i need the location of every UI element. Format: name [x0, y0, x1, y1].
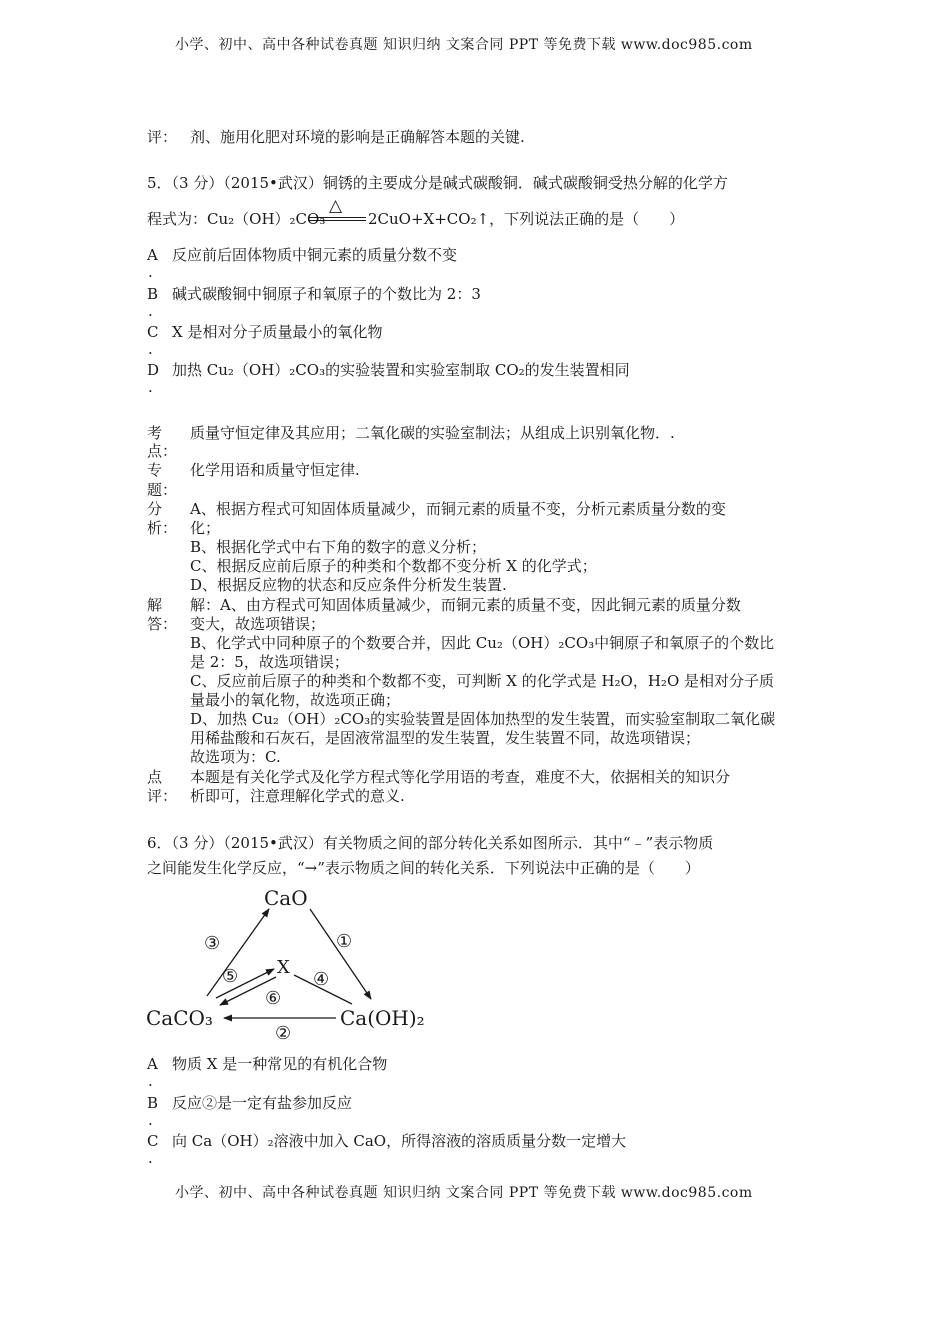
- kaodian-label-1: 考: [147, 424, 163, 442]
- option-dot: .: [148, 1149, 153, 1167]
- q6-stem-line1: 6．（3 分）（2015•武汉）有关物质之间的部分转化关系如图所示．其中“﹣”表示物质: [147, 834, 714, 852]
- kaodian-label-2: 点：: [147, 442, 178, 460]
- jieda-line: B、化学式中同种原子的个数要合并，因此 Cu₂（OH）₂CO₃中铜原子和氧原子的个数比: [190, 634, 775, 652]
- label-3: ③: [204, 933, 221, 954]
- option-dot: .: [148, 378, 153, 396]
- zhuanti-text: 化学用语和质量守恒定律.: [190, 461, 360, 479]
- fenxi-line: C、根据反应前后原子的种类和个数都不变分析 X 的化学式；: [190, 557, 597, 575]
- fenxi-line: D、根据反应物的状态和反应条件分析发生装置.: [190, 576, 507, 594]
- option-dot: .: [148, 302, 153, 320]
- jieda-line: 用稀盐酸和石灰石，是固液常温型的发生装置，发生装置不同，故选项错误；: [190, 729, 701, 747]
- fenxi-line: B、根据化学式中右下角的数字的意义分析；: [190, 538, 487, 556]
- dianping-line: 本题是有关化学式及化学方程式等化学用语的考查，难度不大，依据相关的知识分: [190, 768, 731, 786]
- page-footer: 小学、初中、高中各种试卷真题 知识归纳 文案合同 PPT 等免费下载 www.doc985.com: [175, 1185, 753, 1201]
- q5-option-text: X 是相对分子质量最小的氧化物: [172, 323, 383, 341]
- q6-option-text: 物质 X 是一种常见的有机化合物: [172, 1055, 388, 1073]
- equation-double-bar: [308, 217, 366, 221]
- jieda-label-2: 答：: [147, 615, 178, 633]
- jieda-line: 是 2：5，故选项错误；: [190, 653, 349, 671]
- dianping-line: 析即可，注意理解化学式的意义.: [190, 787, 405, 805]
- fenxi-label-2: 析：: [147, 519, 178, 537]
- page-header: 小学、初中、高中各种试卷真题 知识归纳 文案合同 PPT 等免费下载 www.doc985.com: [175, 37, 753, 53]
- option-dot: .: [148, 1111, 153, 1129]
- q6-option-letter: B: [147, 1094, 159, 1112]
- jieda-line: 故选项为：C.: [190, 748, 281, 766]
- zhuanti-label-1: 专: [147, 461, 163, 479]
- q6-option-letter: C: [147, 1132, 159, 1150]
- q5-stem-line2-a: 程式为：Cu₂（OH）₂CO₃: [147, 210, 326, 228]
- label-5: ⑤: [222, 966, 239, 987]
- option-dot: .: [148, 263, 153, 281]
- label-2: ②: [275, 1023, 292, 1040]
- dianping-label-2: 评：: [147, 787, 178, 805]
- q6-option-text: 向 Ca（OH）₂溶液中加入 CaO，所得溶液的溶质质量分数一定增大: [172, 1132, 627, 1150]
- node-caco3: CaCO₃: [146, 1006, 213, 1030]
- q5-stem-line2-b: 2CuO+X+CO₂↑，下列说法正确的是（ ）: [368, 210, 685, 228]
- jieda-line: 变大，故选项错误；: [190, 615, 326, 633]
- q5-option-letter: A: [147, 246, 158, 264]
- node-x: X: [277, 957, 290, 978]
- q6-option-letter: A: [147, 1055, 158, 1073]
- q5-option-letter: D: [147, 361, 160, 379]
- q6-option-text: 反应②是一定有盐参加反应: [172, 1094, 353, 1112]
- reaction-diagram: [140, 880, 440, 1040]
- node-caoh2: Ca(OH)₂: [340, 1006, 425, 1030]
- q5-option-letter: B: [147, 285, 159, 303]
- option-dot: .: [148, 1072, 153, 1090]
- fenxi-line: A、根据方程式可知固体质量减少，而铜元素的质量不变，分析元素质量分数的变: [190, 500, 726, 518]
- zhuanti-label-2: 题：: [147, 481, 178, 499]
- q5-option-text: 碱式碳酸铜中铜原子和氧原子的个数比为 2：3: [172, 285, 481, 303]
- fenxi-label-1: 分: [147, 500, 163, 518]
- option-dot: .: [148, 340, 153, 358]
- q5-stem-line1: 5．（3 分）（2015•武汉）铜锈的主要成分是碱式碳酸铜．碱式碳酸铜受热分解的化学方: [147, 174, 728, 192]
- q5-option-letter: C: [147, 323, 159, 341]
- q5-option-text: 反应前后固体物质中铜元素的质量分数不变: [172, 246, 458, 264]
- label-4: ④: [313, 969, 330, 990]
- jieda-line: C、反应前后原子的种类和个数都不变，可判断 X 的化学式是 H₂O，H₂O 是相对分子质: [190, 672, 775, 690]
- jieda-line: 量最小的氧化物，故选项正确；: [190, 691, 401, 709]
- prev-text: 剂、施用化肥对环境的影响是正确解答本题的关键.: [190, 128, 525, 146]
- kaodian-text: 质量守恒定律及其应用；二氧化碳的实验室制法；从组成上识别氧化物．.: [190, 424, 675, 442]
- jieda-label-1: 解: [147, 596, 163, 614]
- q5-option-text: 加热 Cu₂（OH）₂CO₃的实验装置和实验室制取 CO₂的发生装置相同: [172, 361, 630, 379]
- node-cao: CaO: [264, 886, 308, 910]
- jieda-line: D、加热 Cu₂（OH）₂CO₃的实验装置是固体加热型的发生装置，而实验室制取二氧化碳: [190, 710, 776, 728]
- label-6: ⑥: [265, 988, 282, 1009]
- fenxi-line: 化；: [190, 519, 221, 537]
- prev-label: 评：: [147, 128, 178, 146]
- heating-condition: △: [329, 196, 343, 216]
- q6-stem-line2: 之间能发生化学反应，“→”表示物质之间的转化关系．下列说法中正确的是（ ）: [147, 859, 700, 877]
- jieda-line: 解：A、由方程式可知固体质量减少，而铜元素的质量不变，因此铜元素的质量分数: [190, 596, 741, 614]
- label-1: ①: [336, 931, 353, 952]
- dianping-label-1: 点: [147, 768, 163, 786]
